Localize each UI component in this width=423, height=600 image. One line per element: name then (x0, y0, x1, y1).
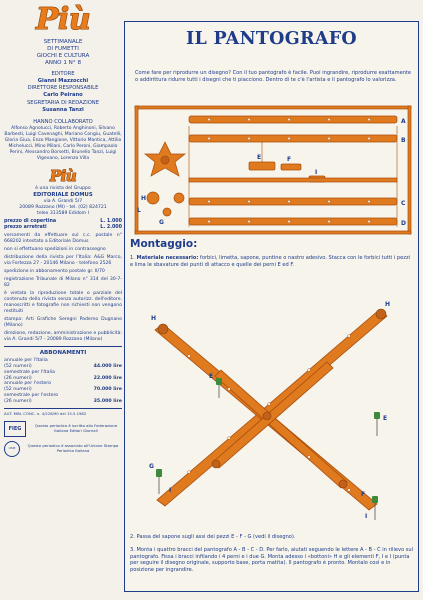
director-role: DIRETTORE RESPONSABILE (27, 85, 99, 92)
uspi-text: Questo periodico è associato all'Unione Stampa Periodica Italiana (27, 443, 119, 453)
step-1-text (130, 255, 414, 268)
reproduction-info: è vietata la riproduzione totale o parziale del contenuto della rivista senza autorizz. dell'editore. manoscritti e fotografie non richiesti non vengono restituiti (4, 290, 122, 314)
subscription-label: annuale per l'Italia (4, 357, 48, 363)
divider (4, 408, 122, 409)
arm-d (189, 218, 397, 225)
subscription-label: semestrale per l'estero (4, 393, 59, 399)
knob-g (163, 208, 171, 216)
publisher-block (4, 186, 122, 217)
director-name: Carlo Peirano (43, 92, 83, 99)
price-value: L. 2.000 (100, 224, 122, 230)
price-row (4, 225, 122, 231)
secretary-role: SEGRETARIA DI REDAZIONE (27, 99, 99, 106)
step-1-bold: Materiale necessario: (136, 255, 199, 261)
editor-name: Gianni Mazzocchi (37, 77, 89, 84)
part-label-l: L (137, 207, 141, 214)
price-label: prezzo di copertina (4, 218, 57, 224)
assembly-label-i2: I (365, 513, 368, 520)
magazine-description (4, 39, 122, 67)
step-1-number: 1. (130, 255, 135, 261)
publisher-address: via A. Grandi 5/7 (43, 198, 83, 204)
mag-line: SETTIMANALE (43, 39, 83, 45)
address-info: direzione, redazione, amministrazione e pubblicità: via A. Grandi 5/7 - 20089 Rozzano (Milano) (4, 330, 122, 342)
piece-f (281, 164, 301, 170)
arm-long-1 (157, 310, 387, 506)
subscription-label: annuale per l'estero (4, 381, 51, 387)
registration-info: registrazione Tribunale di Milano n° 314 del 30-7-82 (4, 276, 122, 288)
publisher-intro: è una rivista del Gruppo (35, 185, 91, 191)
part-label-e: E (257, 154, 262, 161)
part-label-g: G (159, 219, 164, 226)
publisher-telex: telex 313589 Edidom I (37, 210, 89, 216)
subscription-row: (52 numeri) 44.000 lire (4, 363, 122, 369)
price-label: prezzo arretrati (4, 224, 47, 230)
article-panel (124, 21, 419, 592)
assembled-pantograph-drawing (129, 268, 419, 530)
pivot-knob-h3 (376, 309, 386, 319)
no-cash-info: non si effettuano spedizioni in contrassegno (4, 247, 106, 253)
part-label-i: I (315, 169, 318, 176)
pivot-right (339, 480, 347, 488)
part-label-f: F (287, 156, 292, 163)
assembly-label-e2: E (383, 415, 388, 422)
step-1-body: forbici, limetta, sapone, puntine o nastro adesivo. Stacca con le forbici tutti i pezzi e lima le sbavature dei punti di attacco e quelle dei perni E ed F. (130, 255, 411, 268)
step-2-text: 2. Passa del sapone sugli assi dei pezzi E - F - G (vedi il disegno). (130, 534, 296, 540)
part-label-h: H (141, 195, 147, 202)
sprue-frame-left (135, 106, 138, 234)
arm-a (189, 116, 397, 123)
piu-logo-small: Più (49, 166, 77, 185)
uspi-block (4, 441, 122, 457)
assembly-label-f: F (361, 491, 366, 498)
part-label-b: B (401, 137, 406, 144)
assembly-label-h2: H (385, 301, 391, 308)
publisher-city: 20089 Rozzano (MI) - tel. (02) 824721 (19, 204, 107, 210)
assembly-label-h: H (151, 315, 157, 322)
part-label-d: D (401, 220, 406, 227)
piu-logo: Più (35, 2, 91, 37)
arm-short-1 (215, 370, 347, 488)
masthead-column (4, 2, 122, 598)
mag-line: ANNO 1 N° 8 (44, 59, 82, 66)
price-value: L. 1.000 (100, 218, 122, 224)
publisher-name: EDITORIALE DOMUS (33, 191, 93, 198)
subscription-row: (26 numeri) 35.000 lire (4, 399, 122, 405)
part-label-c: C (401, 200, 406, 207)
star-hub (161, 156, 169, 164)
subscriptions-title: ABBONAMENTI (39, 349, 87, 356)
distribution-info: distribuzione della rivista per l'Italia: A&G Marco, via Fortezza 27 - 20146 Milano - telefono 2526 (4, 255, 122, 266)
subscription-label: semestrale per l'Italia (4, 369, 55, 375)
collaborators-title: HANNO COLLABORATO (33, 119, 93, 126)
montaggio-heading: Montaggio: (130, 238, 198, 250)
arm-b (189, 135, 397, 142)
fieg-logo: FIEG (4, 421, 26, 437)
editor-role: EDITORE (51, 70, 75, 77)
pivot-knob-h (158, 324, 168, 334)
subscriptions-list (4, 358, 122, 405)
fieg-text: Questo periodico è iscritto alla Federazione Italiana Editori Giornali (34, 423, 118, 433)
legal-note: AUT. MIN. CONC. n. 4/228/90 del 15.5.1982 (4, 410, 87, 416)
step-3-text: 3. Monta i quattro bracci del pantografo A - B - C - D. Per farlo, aiutati seguendo le lettere A - B - C in rilievo sul pantografo. Fissa i bracci infilando i 4 perni e i due G. Monta adesso i «bottoni» H e gli elementi F, I e I (punta per seguire il disegno originale, supporto base, porta matita). Il pantografo è pronto. Montalo così e in posizione per ingrandire. (130, 547, 414, 574)
knob-h (147, 192, 159, 204)
piece-e (249, 162, 275, 170)
printing-info: stampa: Arti Grafiche Seregni Paderno Dugnano (Milano) (4, 316, 122, 328)
fieg-block (4, 421, 122, 437)
assembly-label-g: G (149, 463, 154, 470)
subscription-row: (26 numeri) 22.000 lire (4, 375, 122, 381)
assembly-label-e: E (209, 373, 214, 380)
subscription-row: (52 numeri) 70.000 lire (4, 387, 122, 393)
part-label-a: A (401, 118, 406, 125)
arm-c (189, 198, 397, 205)
uspi-seal: USPI (4, 441, 20, 457)
postal-info: spedizione in abbonamento postale gr. II/70 (4, 268, 105, 274)
pivot-knob-h2 (212, 460, 220, 468)
assembly-label-i: I (169, 487, 172, 494)
divider (4, 346, 122, 347)
mag-line: DI FUMETTI (47, 45, 79, 52)
sprue-frame-bottom (135, 231, 411, 234)
pivot-center (263, 412, 271, 420)
article-title: IL PANTOGRAFO (186, 29, 357, 49)
mag-line: GIOCHI E CULTURA (36, 52, 90, 59)
sprue-frame-right (408, 106, 411, 234)
article-intro: Come fare per riprodurre un disegno? Con il tuo pantografo è facile. Puoi ingrandire, riprodurre esattamente o addirittura ridurre tutti i disegni che ti piacciono. Dentro di te c'è l'artista e il pantografo lo valorizza. (135, 70, 412, 83)
payments-info: versamenti da effettuare sul c.c. postale n° 668202 intestato a Editoriale Domus (4, 233, 122, 245)
knob-h2 (174, 193, 184, 203)
arm-holes (208, 118, 371, 223)
sprue-frame-top (135, 106, 411, 109)
secretary-name: Susanna Tanzi (42, 106, 84, 113)
collaborators-list: Alfonso Agnolucci, Roberto Anghinoni, Silvano Barbesti, Luigi Cavenaghi, Mariano Congiu, Guatelli, Gloria Giua, Enzo Mangione, Vittorio Mantica, Attilio Michelucci, Mino Milani, Carlo Peroni, Giampaolo Perini, Alessandro Borsetti, Brunello Tanzi, Luigi Vigevano, Lorenzo Villa (4, 126, 122, 161)
piece-bar (189, 178, 397, 182)
